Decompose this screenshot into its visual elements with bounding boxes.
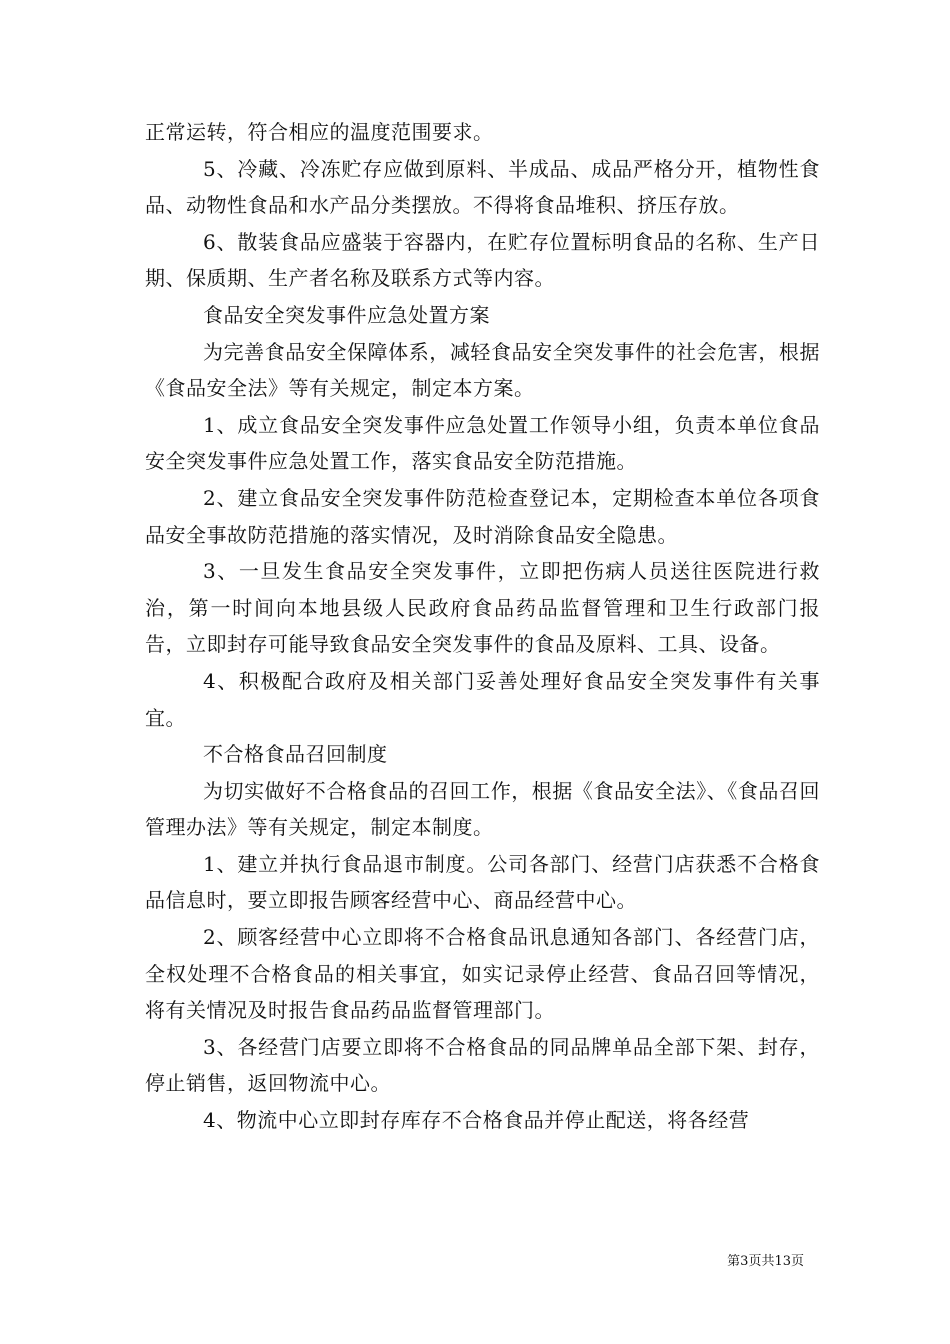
paragraph-3: 6、散装食品应盛装于容器内，在贮存位置标明食品的名称、生产日期、保质期、生产者名称及联系方式等内容。 bbox=[145, 229, 820, 291]
page-footer bbox=[0, 1250, 950, 1269]
document-body bbox=[145, 114, 820, 1139]
paragraph-6: 1、成立食品安全突发事件应急处置工作领导小组，负责本单位食品安全突发事件应急处置工作，落实食品安全防范措施。 bbox=[145, 412, 820, 474]
paragraph-8: 3、一旦发生食品安全突发事件，立即把伤病人员送往医院进行救治，第一时间向本地县级人民政府食品药品监督管理和卫生行政部门报告，立即封存可能导致食品安全突发事件的食品及原料、工具、设备。 bbox=[145, 559, 820, 657]
paragraph-2: 5、冷藏、冷冻贮存应做到原料、半成品、成品严格分开，植物性食品、动物性食品和水产品分类摆放。不得将食品堆积、挤压存放。 bbox=[145, 156, 820, 218]
paragraph-9: 4、积极配合政府及相关部门妥善处理好食品安全突发事件有关事宜。 bbox=[145, 668, 820, 730]
paragraph-13: 2、顾客经营中心立即将不合格食品讯息通知各部门、各经营门店，全权处理不合格食品的相关事宜，如实记录停止经营、食品召回等情况，将有关情况及时报告食品药品监督管理部门。 bbox=[145, 925, 820, 1023]
paragraph-15: 4、物流中心立即封存库存不合格食品并停止配送，将各经营 bbox=[203, 1108, 750, 1133]
paragraph-5: 为完善食品安全保障体系，减轻食品安全突发事件的社会危害，根据《食品安全法》等有关规定，制定本方案。 bbox=[145, 339, 820, 401]
paragraph-11: 为切实做好不合格食品的召回工作，根据《食品安全法》、《食品召回管理办法》等有关规定，制定本制度。 bbox=[145, 778, 820, 840]
page-number: 第3页共13页 bbox=[727, 1254, 804, 1269]
section-heading-recall: 不合格食品召回制度 bbox=[203, 742, 388, 767]
paragraph-1: 正常运转，符合相应的温度范围要求。 bbox=[145, 120, 494, 144]
paragraph-12: 1、建立并执行食品退市制度。公司各部门、经营门店获悉不合格食品信息时，要立即报告顾客经营中心、商品经营中心。 bbox=[145, 851, 820, 913]
paragraph-7: 2、建立食品安全突发事件防范检查登记本，定期检查本单位各项食品安全事故防范措施的落实情况，及时消除食品安全隐患。 bbox=[145, 485, 820, 547]
section-heading-emergency: 食品安全突发事件应急处置方案 bbox=[203, 302, 490, 327]
paragraph-14: 3、各经营门店要立即将不合格食品的同品牌单品全部下架、封存，停止销售，返回物流中心。 bbox=[145, 1034, 820, 1096]
